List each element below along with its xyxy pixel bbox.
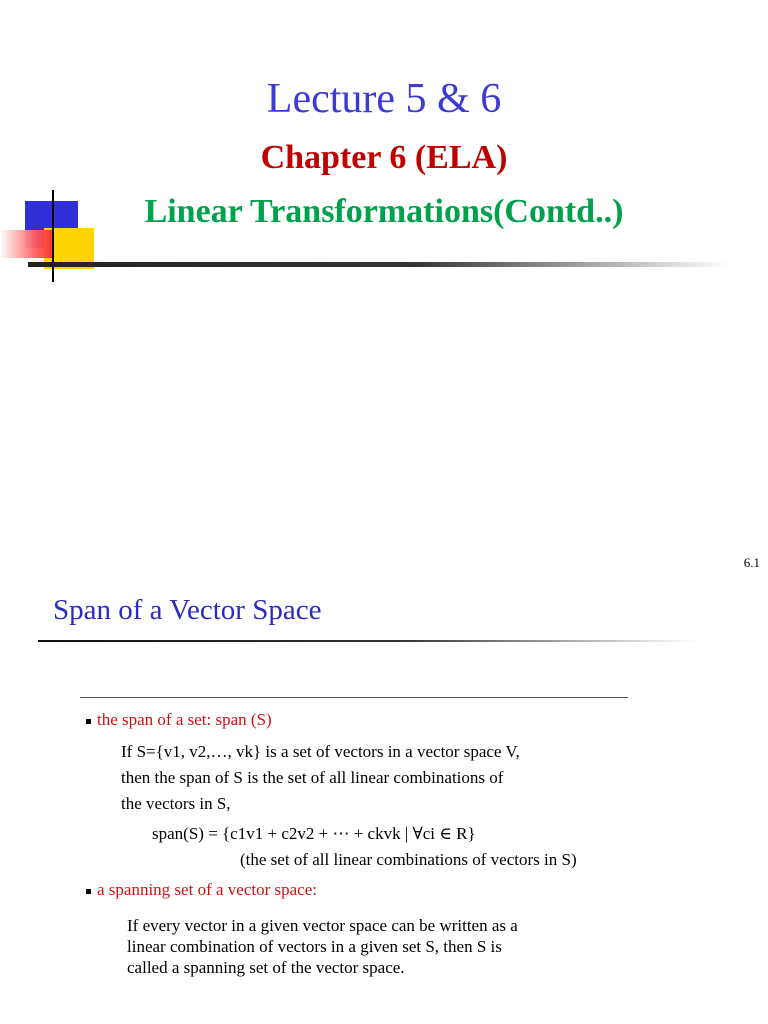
red-bar-decoration — [0, 230, 52, 258]
bullet-span-of-set-text: the span of a set: span (S) — [97, 710, 272, 729]
span-formula-note: (the set of all linear combinations of vectors in S) — [240, 850, 577, 869]
spanning-line: called a spanning set of the vector space. — [127, 958, 405, 977]
topic-subtitle: Linear Transformations(Contd..) — [144, 193, 624, 230]
span-definition — [121, 739, 641, 817]
bullet-spanning-set-text: a spanning set of a vector space: — [97, 880, 317, 899]
spanning-set-definition — [127, 915, 647, 978]
slide-title: Span of a Vector Space — [53, 594, 322, 626]
lecture-title: Lecture 5 & 6 — [266, 76, 502, 122]
bullet-marker-icon — [86, 889, 91, 894]
bullet-marker-icon — [86, 719, 91, 724]
title-divider — [28, 262, 728, 267]
definition-line: If S={v1, v2,…, vk} is a set of vectors in a vector space V, — [121, 742, 520, 761]
definition-line: the vectors in S, — [121, 794, 231, 813]
definition-line: then the span of S is the set of all linear combinations of — [121, 768, 504, 787]
bullet-span-of-set — [86, 709, 272, 731]
chapter-heading: Chapter 6 (ELA) — [260, 139, 508, 176]
slide-title-divider — [38, 640, 698, 642]
bullet-spanning-set — [86, 879, 317, 901]
spanning-line: linear combination of vectors in a given set S, then S is — [127, 937, 502, 956]
content-top-rule — [80, 697, 628, 698]
page-number: 6.1 — [743, 555, 760, 570]
span-formula: span(S) = {c1v1 + c2v2 + ⋯ + ckvk | ∀ci ∈ R} — [152, 824, 476, 843]
spanning-line: If every vector in a given vector space can be written as a — [127, 916, 518, 935]
